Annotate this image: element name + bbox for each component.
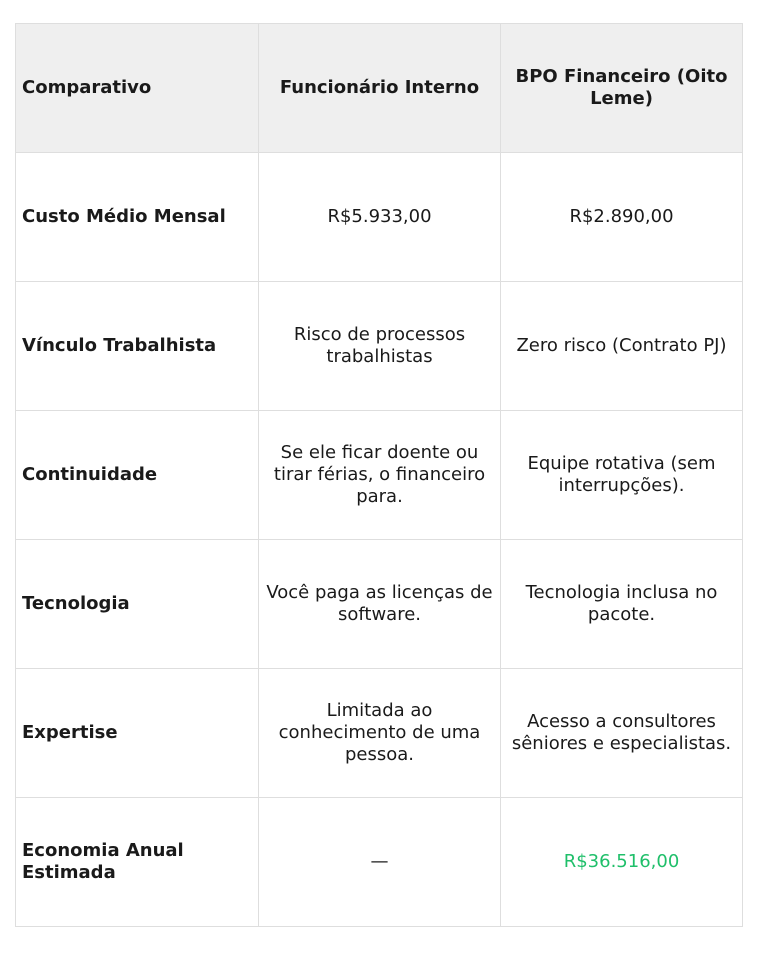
internal-cell: Você paga as licenças de software. xyxy=(259,540,501,669)
table-row xyxy=(16,153,743,282)
table-row xyxy=(16,798,743,927)
annual-savings-value: R$36.516,00 xyxy=(501,798,743,927)
table-header-row xyxy=(16,24,743,153)
table-row xyxy=(16,540,743,669)
header-bpo-financeiro: BPO Financeiro (Oito Leme) xyxy=(501,24,743,153)
bpo-cell: Tecnologia inclusa no pacote. xyxy=(501,540,743,669)
row-label: Expertise xyxy=(16,669,259,798)
table-row xyxy=(16,282,743,411)
comparison-table xyxy=(15,23,743,927)
bpo-cell: Zero risco (Contrato PJ) xyxy=(501,282,743,411)
row-label: Custo Médio Mensal xyxy=(16,153,259,282)
internal-cost-value: R$5.933,00 xyxy=(259,153,501,282)
internal-cell: Se ele ficar doente ou tirar férias, o financeiro para. xyxy=(259,411,501,540)
bpo-cell: Equipe rotativa (sem interrupções). xyxy=(501,411,743,540)
row-label: Vínculo Trabalhista xyxy=(16,282,259,411)
internal-cell: — xyxy=(259,798,501,927)
row-label: Tecnologia xyxy=(16,540,259,669)
row-label: Continuidade xyxy=(16,411,259,540)
row-label: Economia Anual Estimada xyxy=(16,798,259,927)
header-funcionario-interno: Funcionário Interno xyxy=(259,24,501,153)
internal-cell: Risco de processos trabalhistas xyxy=(259,282,501,411)
table-row xyxy=(16,669,743,798)
header-comparativo: Comparativo xyxy=(16,24,259,153)
internal-cell: Limitada ao conhecimento de uma pessoa. xyxy=(259,669,501,798)
bpo-cell: Acesso a consultores sêniores e especialistas. xyxy=(501,669,743,798)
bpo-cost-value: R$2.890,00 xyxy=(501,153,743,282)
table-row xyxy=(16,411,743,540)
